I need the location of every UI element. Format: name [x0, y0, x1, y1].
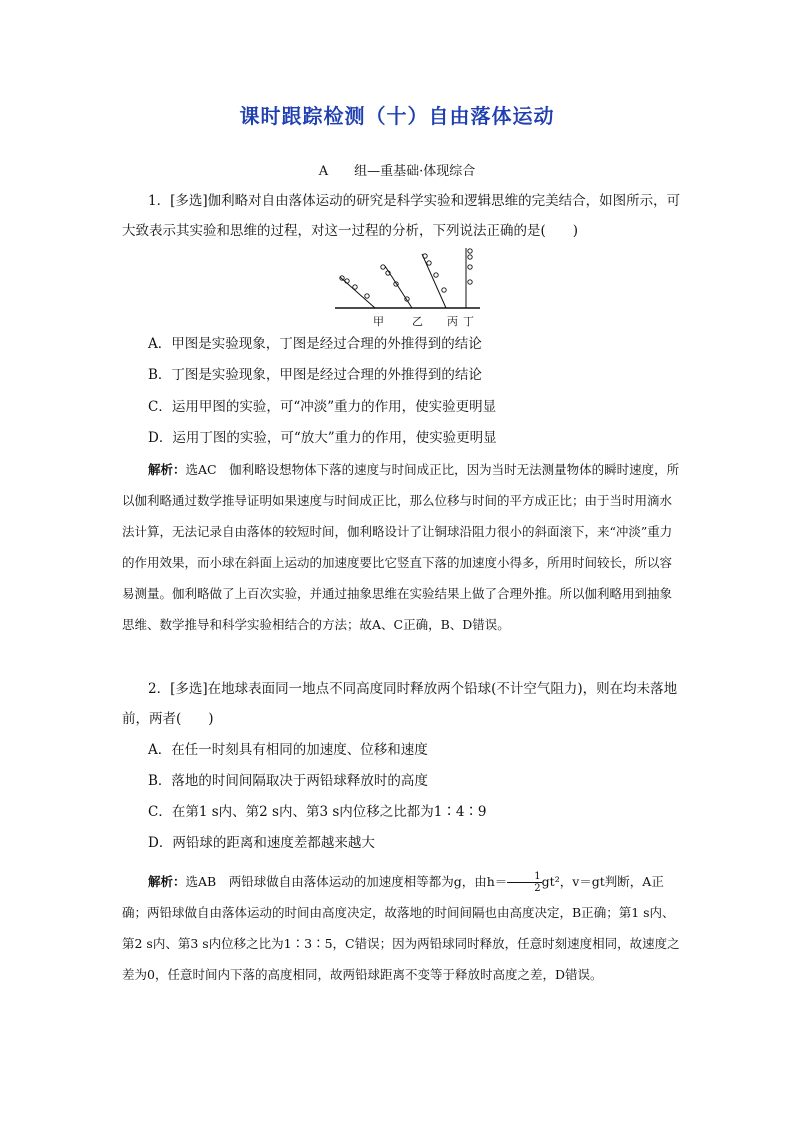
question-1-option-c: C．运用甲图的实验，可“冲淡”重力的作用，使实验更明显: [148, 399, 497, 415]
question-1-option-a: A．甲图是实验现象，丁图是经过合理的外推得到的结论: [148, 336, 482, 352]
analysis-text: 选AC 伽利略设想物体下落的速度与时间成正比，因为当时无法测量物体的瞬时速度，所以伽利略通过数学推导证明如果速度与时间成正比，那么位移与时间的平方成正比；由于当时用滴水法计算，无法记录自由落体的较短时间，伽利略设计了让铜球沿阻力很小的斜面滚下，来“冲淡”重力的作用效果，而小球在斜面上运动的加速度要比它竖直下落的加速度小得多，所用时间较长，所以容易测量。伽利略做了上百次实验，并通过抽象思维在实验结果上做了合理外推。所以伽利略用到抽象思维、数学推导和科学实验相结合的方法；故A、C正确，B、D错误。: [122, 462, 680, 632]
figure-label-yi: 乙: [412, 315, 423, 328]
analysis-label: 解析：: [148, 874, 186, 889]
figure-label-ding: 丁: [463, 315, 474, 328]
incline-bing: [422, 254, 446, 308]
question-2-option-c: C．在第1 s内、第2 s内、第3 s内位移之比都为1∶4∶9: [148, 804, 487, 820]
analysis-text-a: 选AB 两铅球做自由落体运动的加速度相等都为g，由h＝: [185, 874, 508, 889]
fraction-numerator: 1: [507, 871, 541, 883]
figure-label-bing: 丙: [447, 315, 458, 328]
balls-jia: [340, 276, 369, 298]
question-1-analysis: [122, 454, 682, 640]
balls-bing: [423, 254, 446, 292]
question-2-option-b: B．落地的时间间隔取决于两铅球释放时的高度: [148, 773, 428, 789]
figure-label-jia: 甲: [373, 315, 384, 328]
analysis-label: 解析：: [148, 462, 186, 477]
balls-yi: [381, 265, 409, 301]
question-1-stem: 1．[多选]伽利略对自由落体运动的研究是科学实验和逻辑思维的完美结合，如图所示，可大致表示其实验和思维的过程，对这一过程的分析，下列说法正确的是( ): [122, 193, 681, 239]
question-2-analysis: [122, 866, 682, 990]
fraction-denominator: 2: [534, 883, 541, 894]
question-1-option-d: D．运用丁图的实验，可“放大”重力的作用，使实验更明显: [148, 430, 497, 446]
galileo-incline-figure: [330, 244, 480, 314]
question-1-option-b: B．丁图是实验现象，甲图是经过合理的外推得到的结论: [148, 367, 482, 383]
question-2-option-a: A．在任一时刻具有相同的加速度、位移和速度: [148, 742, 428, 758]
incline-yi: [385, 266, 412, 308]
balls-ding: [468, 249, 472, 284]
question-2-stem: 2．[多选]在地球表面同一地点不同高度同时释放两个铅球(不计空气阻力)，则在均未落地前，两者( ): [122, 681, 678, 727]
page-title: 课时跟踪检测（十）自由落体运动: [239, 104, 555, 128]
fraction-one-half: [507, 871, 541, 894]
analysis-text-b: gt²，v＝gt判断，A正确；两铅球做自由落体运动的时间由高度决定，故落地的时间间隔也由高度决定，B正确；第1 s内、第2 s内、第3 s内位移之比为1∶3∶5，C错误；因为两铅球同时释放，任意时刻速度相同，故速度之差为0，任意时间内下落的高度相同，故两铅球距离不变等于释放时高度之差，D错误。: [122, 874, 680, 982]
question-2-option-d: D．两铅球的距离和速度差都越来越大: [148, 835, 375, 851]
section-heading: A 组—重基础·体现综合: [318, 164, 476, 179]
